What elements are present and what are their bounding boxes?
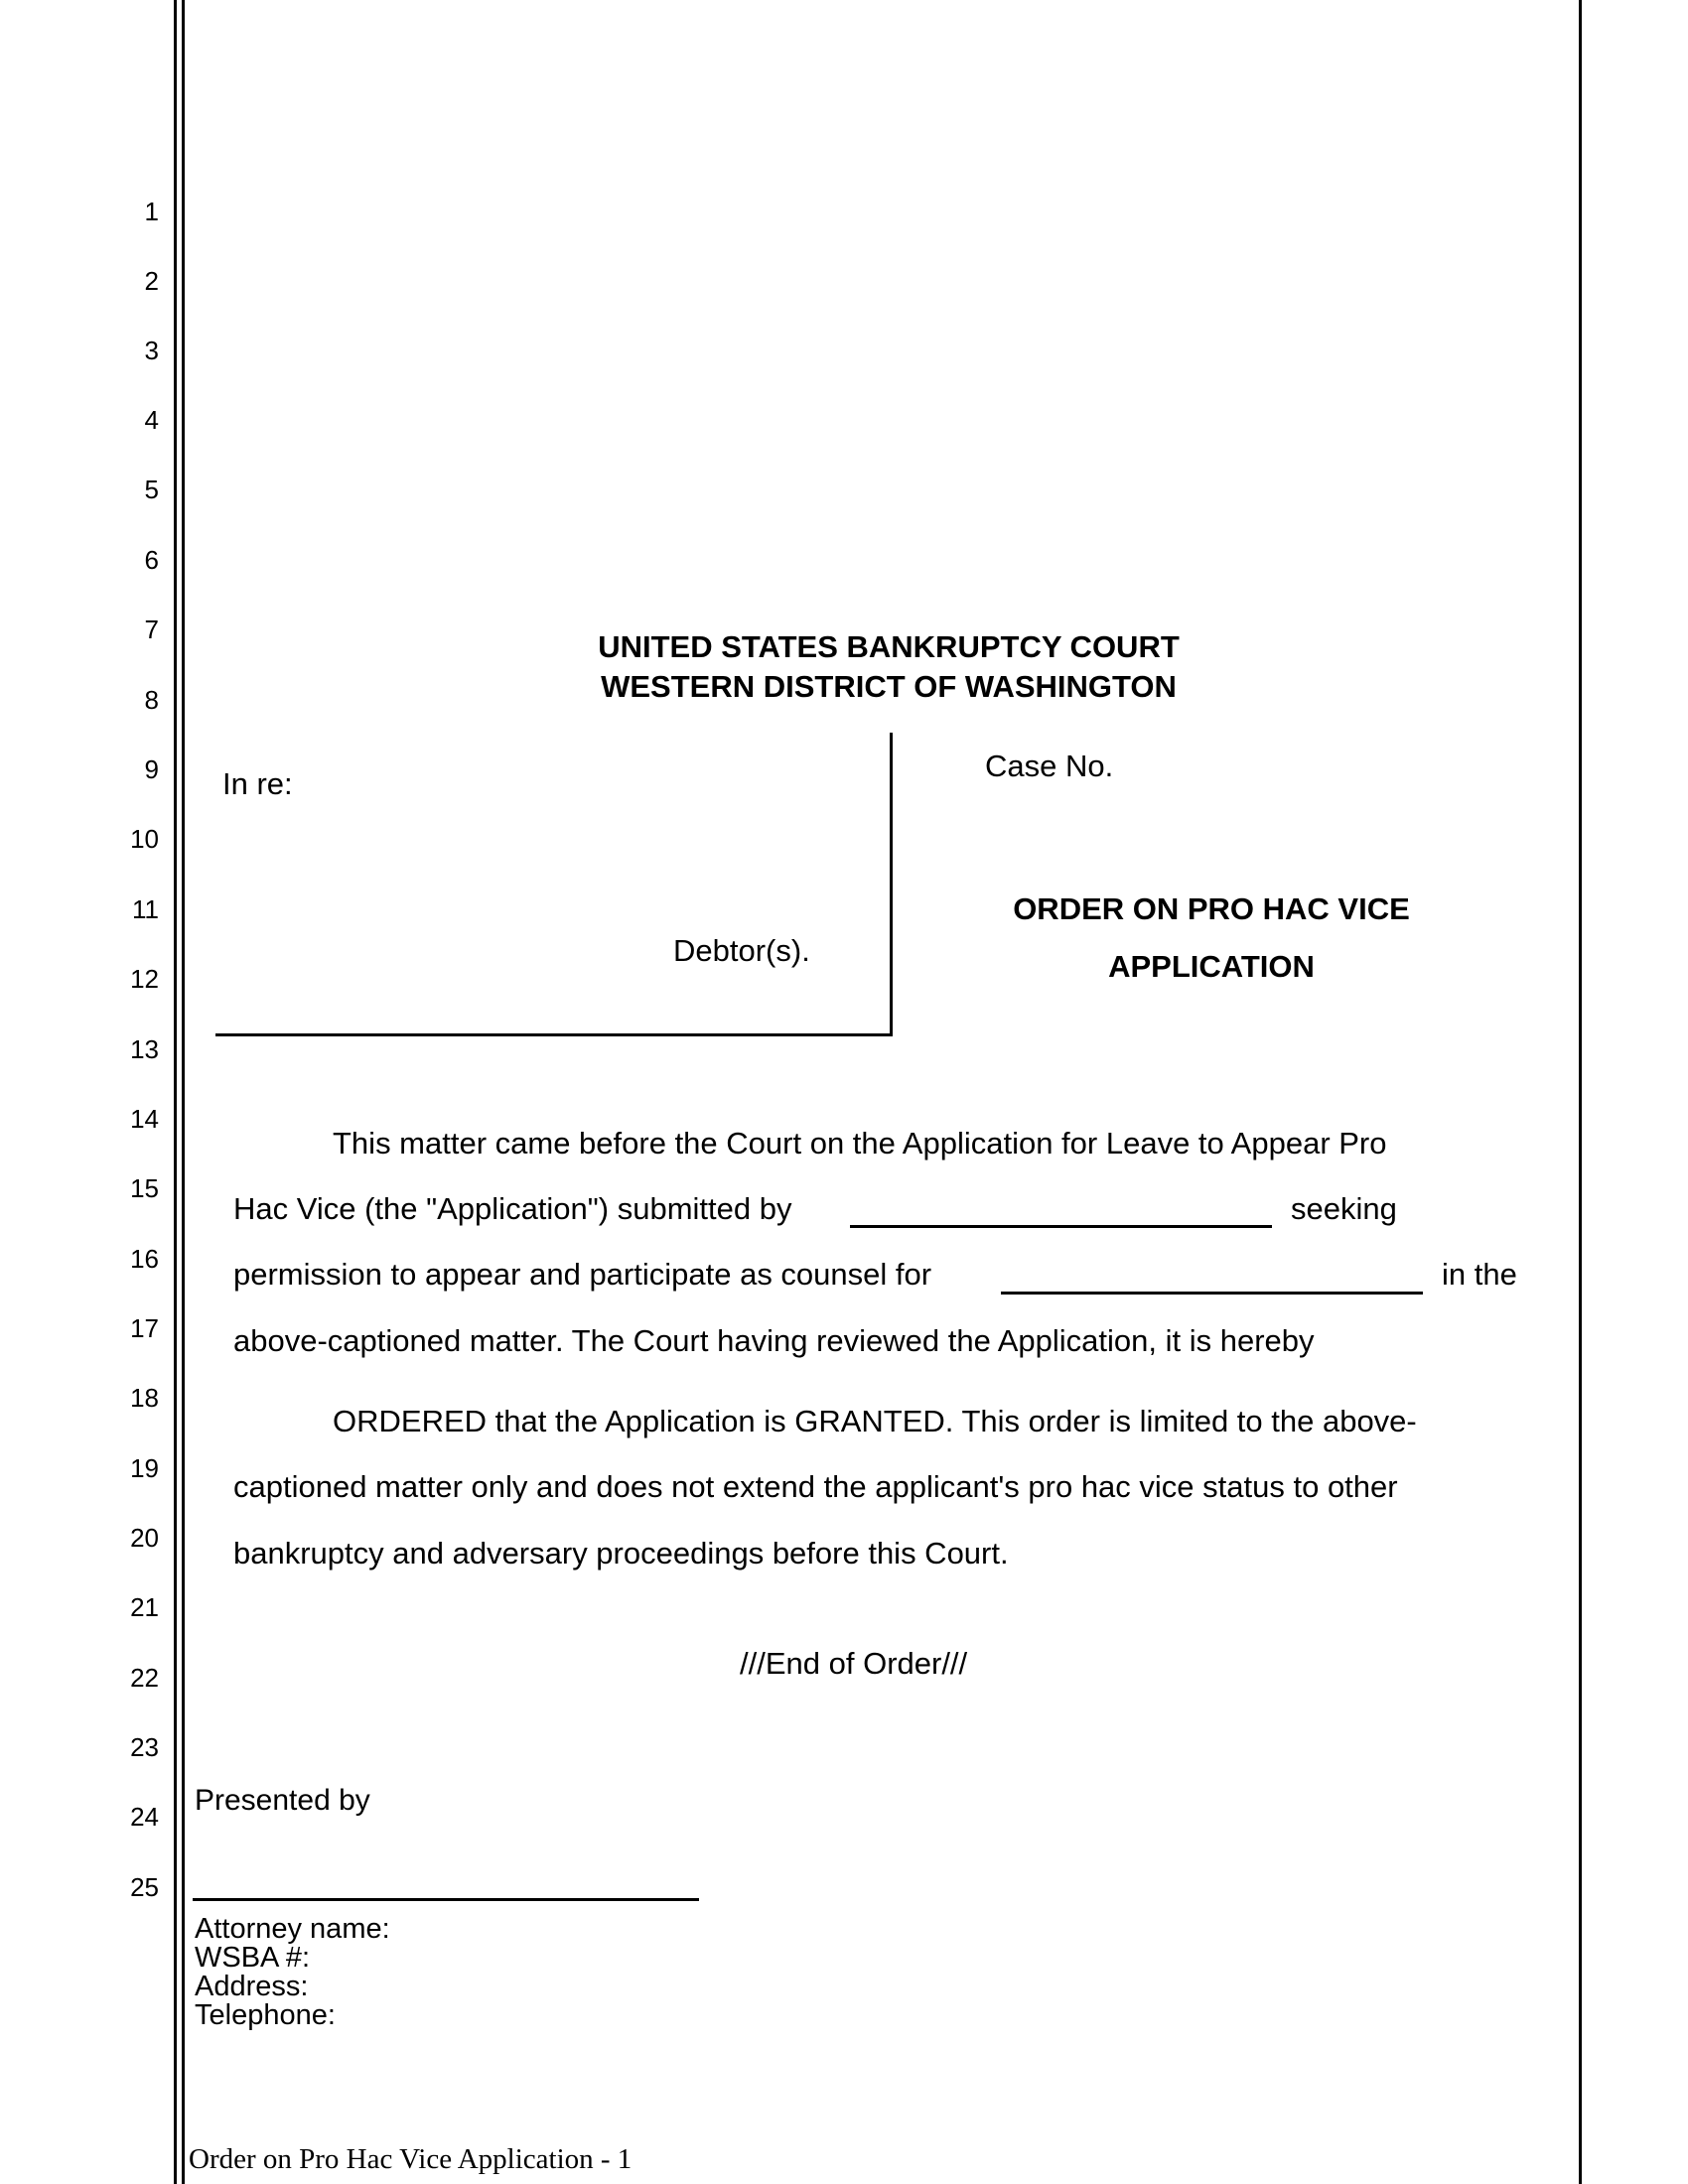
presented-by-label: Presented by bbox=[195, 1784, 370, 1817]
caption-divider-vertical bbox=[890, 733, 893, 1035]
order-title-line-2: APPLICATION bbox=[1108, 949, 1315, 984]
body-paragraph-1-seeking: seeking bbox=[1291, 1191, 1397, 1226]
applicant-name-blank bbox=[850, 1225, 1272, 1228]
line-number: 21 bbox=[130, 1592, 159, 1622]
wsba-number-label: WSBA #: bbox=[195, 1942, 311, 1974]
line-number: 18 bbox=[130, 1383, 159, 1413]
line-number: 16 bbox=[130, 1244, 159, 1274]
order-title-line-1: ORDER ON PRO HAC VICE bbox=[1013, 891, 1410, 926]
signature-line bbox=[193, 1898, 699, 1901]
caption-divider-horizontal bbox=[215, 1033, 893, 1036]
line-number: 3 bbox=[144, 336, 159, 365]
line-number: 19 bbox=[130, 1453, 159, 1483]
line-number: 11 bbox=[132, 894, 159, 924]
court-district: WESTERN DISTRICT OF WASHINGTON bbox=[601, 669, 1177, 704]
court-name: UNITED STATES BANKRUPTCY COURT bbox=[598, 629, 1180, 664]
line-number: 7 bbox=[144, 614, 159, 644]
body-paragraph-1-line-4: above-captioned matter. The Court having reviewed the Application, it is hereby bbox=[233, 1323, 1315, 1358]
line-number: 24 bbox=[130, 1802, 159, 1832]
line-number: 25 bbox=[130, 1872, 159, 1902]
pleading-margin-rule-right bbox=[1579, 0, 1582, 2184]
pleading-margin-rule-outer bbox=[174, 0, 177, 2184]
client-name-blank bbox=[1001, 1292, 1423, 1295]
address-label: Address: bbox=[195, 1971, 309, 2002]
end-of-order: ///End of Order/// bbox=[740, 1646, 968, 1681]
line-number: 22 bbox=[130, 1663, 159, 1693]
line-number: 2 bbox=[144, 266, 159, 296]
body-paragraph-1-in-the: in the bbox=[1442, 1257, 1517, 1292]
line-number: 8 bbox=[144, 685, 159, 715]
line-number: 14 bbox=[130, 1104, 159, 1134]
telephone-label: Telephone: bbox=[195, 1999, 336, 2031]
ordered-paragraph-line-1: ORDERED that the Application is GRANTED. This order is limited to the above- bbox=[333, 1404, 1417, 1438]
line-number: 23 bbox=[130, 1732, 159, 1762]
ordered-paragraph-line-2: captioned matter only and does not extend the applicant's pro hac vice status to other bbox=[233, 1469, 1398, 1504]
line-number: 17 bbox=[130, 1313, 159, 1343]
line-number: 9 bbox=[144, 754, 159, 784]
line-number: 4 bbox=[144, 405, 159, 435]
line-number: 10 bbox=[130, 824, 159, 854]
line-number: 20 bbox=[130, 1523, 159, 1553]
line-number: 1 bbox=[144, 197, 159, 226]
body-paragraph-1-line-2: Hac Vice (the "Application") submitted by bbox=[233, 1191, 792, 1226]
ordered-paragraph-line-3: bankruptcy and adversary proceedings before this Court. bbox=[233, 1536, 1009, 1570]
line-number: 6 bbox=[144, 545, 159, 575]
body-paragraph-1-line-3: permission to appear and participate as counsel for bbox=[233, 1257, 932, 1292]
page-footer: Order on Pro Hac Vice Application - 1 bbox=[189, 2143, 633, 2175]
line-number: 13 bbox=[130, 1034, 159, 1064]
line-number: 15 bbox=[130, 1173, 159, 1203]
line-number: 12 bbox=[130, 964, 159, 994]
debtor-label: Debtor(s). bbox=[673, 933, 810, 968]
line-number: 5 bbox=[144, 475, 159, 504]
attorney-name-label: Attorney name: bbox=[195, 1913, 390, 1945]
body-paragraph-1-line-1: This matter came before the Court on the Application for Leave to Appear Pro bbox=[333, 1126, 1387, 1160]
case-number-label: Case No. bbox=[985, 749, 1114, 783]
in-re-label: In re: bbox=[222, 766, 293, 801]
pleading-margin-rule-inner bbox=[182, 0, 185, 2184]
